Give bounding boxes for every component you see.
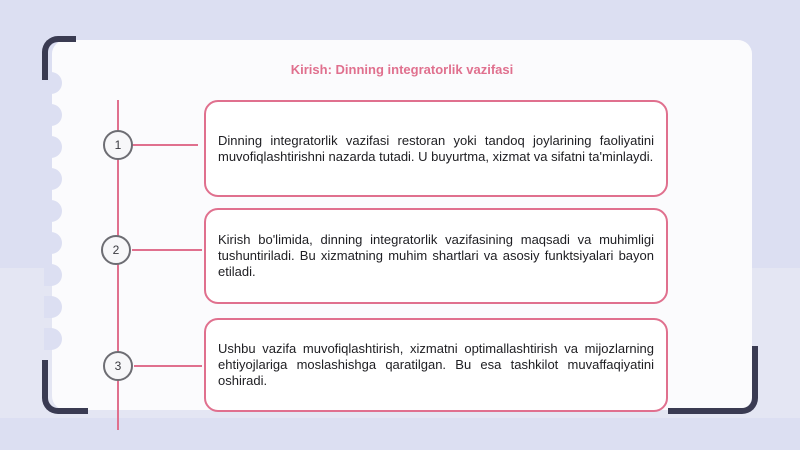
step-connector (134, 365, 202, 367)
step-number: 1 (114, 138, 122, 152)
step-number: 2 (112, 243, 120, 257)
step-number-circle (103, 351, 133, 381)
step-description: Kirish bo'limida, dinning integratorlik vazifasining maqsadi va muhimligi tushuntiriladi. Bu xizmatning muhim shartlari va asosiy funktsiyalari bayon etiladi. (218, 232, 654, 279)
step-connector (132, 144, 198, 146)
corner-bracket-bottom-right (668, 346, 758, 414)
step-number-circle (101, 235, 131, 265)
step-text-box (204, 208, 668, 304)
corner-bracket-bottom-left (42, 360, 88, 414)
step-number-circle (103, 130, 133, 160)
step-description: Ushbu vazifa muvofiqlashtirish, xizmatni optimallashtirish va mijozlarning ehtiyojlariga moslashishga qaratilgan. Bu esa tashkilot muvaffaqiyatini oshiradi. (218, 341, 654, 388)
step-text-box (204, 318, 668, 412)
slide-title: Kirish: Dinning integratorlik vazifasi (290, 62, 514, 77)
step-description: Dinning integratorlik vazifasi restoran yoki tandoq joylarining faoliyatini muvofiqlashtirishni nazarda tutadi. U buyurtma, xizmat va sifatni ta'minlaydi. (218, 132, 654, 164)
step-text-box (204, 100, 668, 197)
step-number: 3 (114, 359, 122, 373)
step-connector (132, 249, 202, 251)
